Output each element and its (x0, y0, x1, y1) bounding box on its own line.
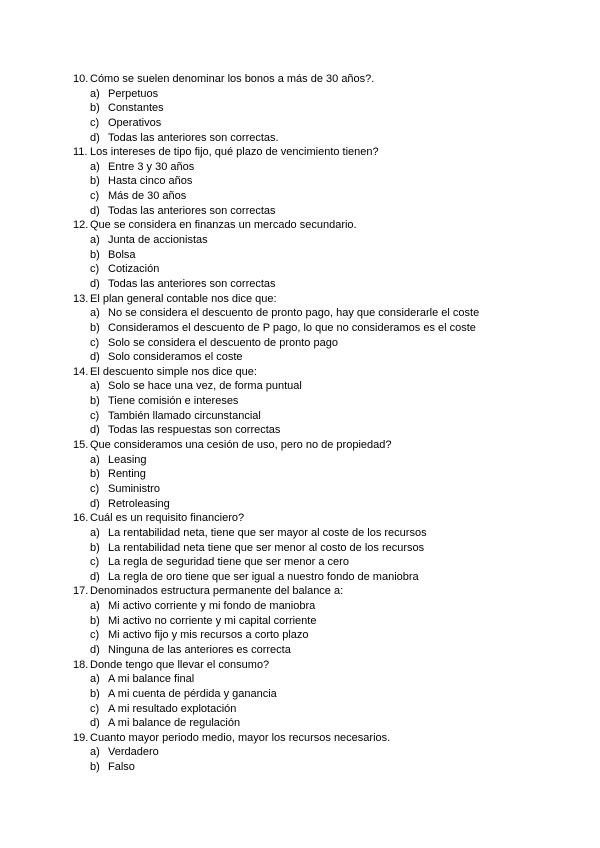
answer-option (73, 526, 573, 541)
question-line (73, 438, 573, 453)
question-line (73, 584, 573, 599)
answer-option (73, 760, 573, 775)
option-letter: b) (90, 102, 100, 115)
option-letter: a) (90, 87, 100, 100)
question-list (73, 72, 573, 775)
question-text: Cuanto mayor periodo medio, mayor los recursos necesarios. (90, 731, 391, 744)
option-text: Solo se considera el descuento de pronto pago (108, 336, 338, 349)
option-text: Perpetuos (108, 87, 159, 100)
option-text: También llamado circunstancial (108, 409, 261, 422)
option-text: Mi activo no corriente y mi capital corriente (108, 614, 317, 627)
option-text: Mi activo corriente y mi fondo de maniobra (108, 600, 316, 613)
answer-option (73, 555, 573, 570)
option-letter: a) (90, 673, 100, 686)
option-letter: b) (90, 395, 100, 408)
option-text: Tiene comisión e intereses (108, 395, 239, 408)
option-letter: a) (90, 600, 100, 613)
answer-option (73, 453, 573, 468)
option-text: Constantes (108, 102, 164, 115)
answer-option (73, 643, 573, 658)
option-text: Retroleasing (108, 497, 170, 510)
option-letter: c) (90, 556, 100, 569)
answer-option (73, 306, 573, 321)
option-letter: d) (90, 204, 100, 217)
option-text: Verdadero (108, 746, 159, 759)
answer-option (73, 570, 573, 585)
option-text: Entre 3 y 30 años (108, 160, 195, 173)
option-text: Leasing (108, 453, 147, 466)
question-text: Cuál es un requisito financiero? (90, 512, 245, 525)
question-number: 19. (73, 731, 89, 744)
question-number: 16. (73, 512, 89, 525)
answer-option (73, 131, 573, 146)
option-text: Todas las respuestas son correctas (108, 424, 281, 437)
option-text: La rentabilidad neta tiene que ser menor al costo de los recursos (108, 541, 425, 554)
answer-option (73, 672, 573, 687)
question-line (73, 218, 573, 233)
answer-option (73, 116, 573, 131)
question-number: 10. (73, 73, 89, 85)
option-text: Ninguna de las anteriores es correcta (108, 643, 291, 656)
answer-option (73, 350, 573, 365)
option-letter: d) (90, 277, 100, 290)
option-letter: b) (90, 687, 100, 700)
option-letter: a) (90, 160, 100, 173)
question-number: 13. (73, 292, 89, 305)
question-number: 11. (73, 146, 88, 159)
question-number: 17. (73, 585, 89, 598)
question-number: 15. (73, 439, 89, 452)
option-letter: a) (90, 307, 100, 320)
answer-option (73, 467, 573, 482)
answer-option (73, 160, 573, 175)
option-letter: a) (90, 526, 100, 539)
option-letter: c) (90, 336, 100, 349)
answer-option (73, 423, 573, 438)
option-letter: b) (90, 321, 100, 334)
option-text: A mi balance de regulación (108, 717, 241, 730)
option-letter: b) (90, 541, 100, 554)
option-letter: d) (90, 424, 100, 437)
option-text: Junta de accionistas (108, 234, 208, 247)
answer-option (73, 394, 573, 409)
question-text: Donde tengo que llevar el consumo? (90, 658, 270, 671)
option-text: La regla de oro tiene que ser igual a nuestro fondo de maniobra (108, 570, 419, 583)
answer-option (73, 189, 573, 204)
answer-option (73, 101, 573, 116)
option-letter: c) (90, 409, 100, 422)
option-text: Bolsa (108, 248, 136, 261)
option-text: La regla de seguridad tiene que ser menor a cero (108, 556, 349, 569)
option-letter: c) (90, 116, 100, 129)
option-letter: b) (90, 468, 100, 481)
question-text: El plan general contable nos dice que: (90, 292, 277, 305)
option-letter: d) (90, 643, 100, 656)
question-block (73, 438, 573, 511)
option-text: A mi resultado explotación (108, 702, 237, 715)
question-line (73, 731, 573, 746)
question-block (73, 218, 573, 291)
option-text: Suministro (108, 482, 160, 495)
question-line (73, 365, 573, 380)
answer-option (73, 628, 573, 643)
question-line (73, 658, 573, 673)
option-text: Hasta cinco años (108, 175, 193, 188)
question-number: 18. (73, 658, 89, 671)
option-text: A mi balance final (108, 673, 195, 686)
answer-option (73, 174, 573, 189)
question-text: El descuento simple nos dice que: (90, 365, 257, 378)
option-letter: c) (90, 263, 100, 276)
option-text: Todas las anteriores son correctas (108, 277, 276, 290)
option-text: Consideramos el descuento de P pago, lo que no consideramos es el coste (108, 321, 476, 334)
option-text: Renting (108, 468, 146, 481)
option-text: Todas las anteriores son correctas (108, 204, 276, 217)
option-text: Operativos (108, 116, 162, 129)
option-letter: d) (90, 570, 100, 583)
question-text: Denominados estructura permanente del balance a: (90, 585, 344, 598)
option-text: Cotización (108, 263, 160, 276)
question-text: Que se considera en finanzas un mercado secundario. (90, 219, 357, 232)
answer-option (73, 687, 573, 702)
option-letter: a) (90, 234, 100, 247)
option-text: Solo se hace una vez, de forma puntual (108, 380, 302, 393)
answer-option (73, 702, 573, 717)
option-text: Mi activo fijo y mis recursos a corto plazo (108, 629, 309, 642)
option-letter: c) (90, 190, 100, 203)
question-block (73, 292, 573, 365)
option-letter: a) (90, 380, 100, 393)
answer-option (73, 248, 573, 263)
option-text: No se considera el descuento de pronto pago, hay que considerarle el coste (108, 307, 480, 320)
option-text: La rentabilidad neta, tiene que ser mayor al coste de los recursos (108, 526, 427, 539)
answer-option (73, 599, 573, 614)
question-line (73, 292, 573, 307)
answer-option (73, 482, 573, 497)
question-block (73, 584, 573, 657)
answer-option (73, 321, 573, 336)
option-text: Solo consideramos el coste (108, 351, 243, 364)
question-block (73, 511, 573, 584)
option-letter: c) (90, 482, 100, 495)
option-text: Todas las anteriores son correctas. (108, 131, 279, 144)
answer-option (73, 336, 573, 351)
option-letter: b) (90, 175, 100, 188)
question-number: 12. (73, 219, 89, 232)
option-letter: b) (90, 761, 100, 774)
option-letter: d) (90, 497, 100, 510)
option-letter: a) (90, 453, 100, 466)
answer-option (73, 277, 573, 292)
option-text: A mi cuenta de pérdida y ganancia (108, 687, 277, 700)
question-block (73, 72, 573, 145)
question-text: Que consideramos una cesión de uso, pero no de propiedad? (90, 439, 392, 452)
question-line (73, 145, 573, 160)
option-letter: d) (90, 717, 100, 730)
option-letter: c) (90, 702, 100, 715)
answer-option (73, 541, 573, 556)
answer-option (73, 379, 573, 394)
answer-option (73, 409, 573, 424)
question-number: 14. (73, 365, 89, 378)
option-letter: b) (90, 248, 100, 261)
question-block (73, 658, 573, 731)
option-letter: d) (90, 351, 100, 364)
question-text: Los intereses de tipo fijo, qué plazo de vencimiento tienen? (90, 146, 379, 159)
answer-option (73, 745, 573, 760)
answer-option (73, 204, 573, 219)
option-text: Falso (108, 761, 135, 774)
option-text: Más de 30 años (108, 190, 187, 203)
question-block (73, 731, 573, 775)
question-line (73, 72, 573, 87)
option-letter: a) (90, 746, 100, 759)
answer-option (73, 614, 573, 629)
answer-option (73, 233, 573, 248)
question-block (73, 145, 573, 218)
answer-option (73, 87, 573, 102)
question-text: Cómo se suelen denominar los bonos a más de 30 años?. (90, 73, 375, 85)
option-letter: d) (90, 131, 100, 144)
answer-option (73, 716, 573, 731)
question-block (73, 365, 573, 438)
answer-option (73, 262, 573, 277)
question-line (73, 511, 573, 526)
answer-option (73, 497, 573, 512)
option-letter: b) (90, 614, 100, 627)
option-letter: c) (90, 629, 100, 642)
